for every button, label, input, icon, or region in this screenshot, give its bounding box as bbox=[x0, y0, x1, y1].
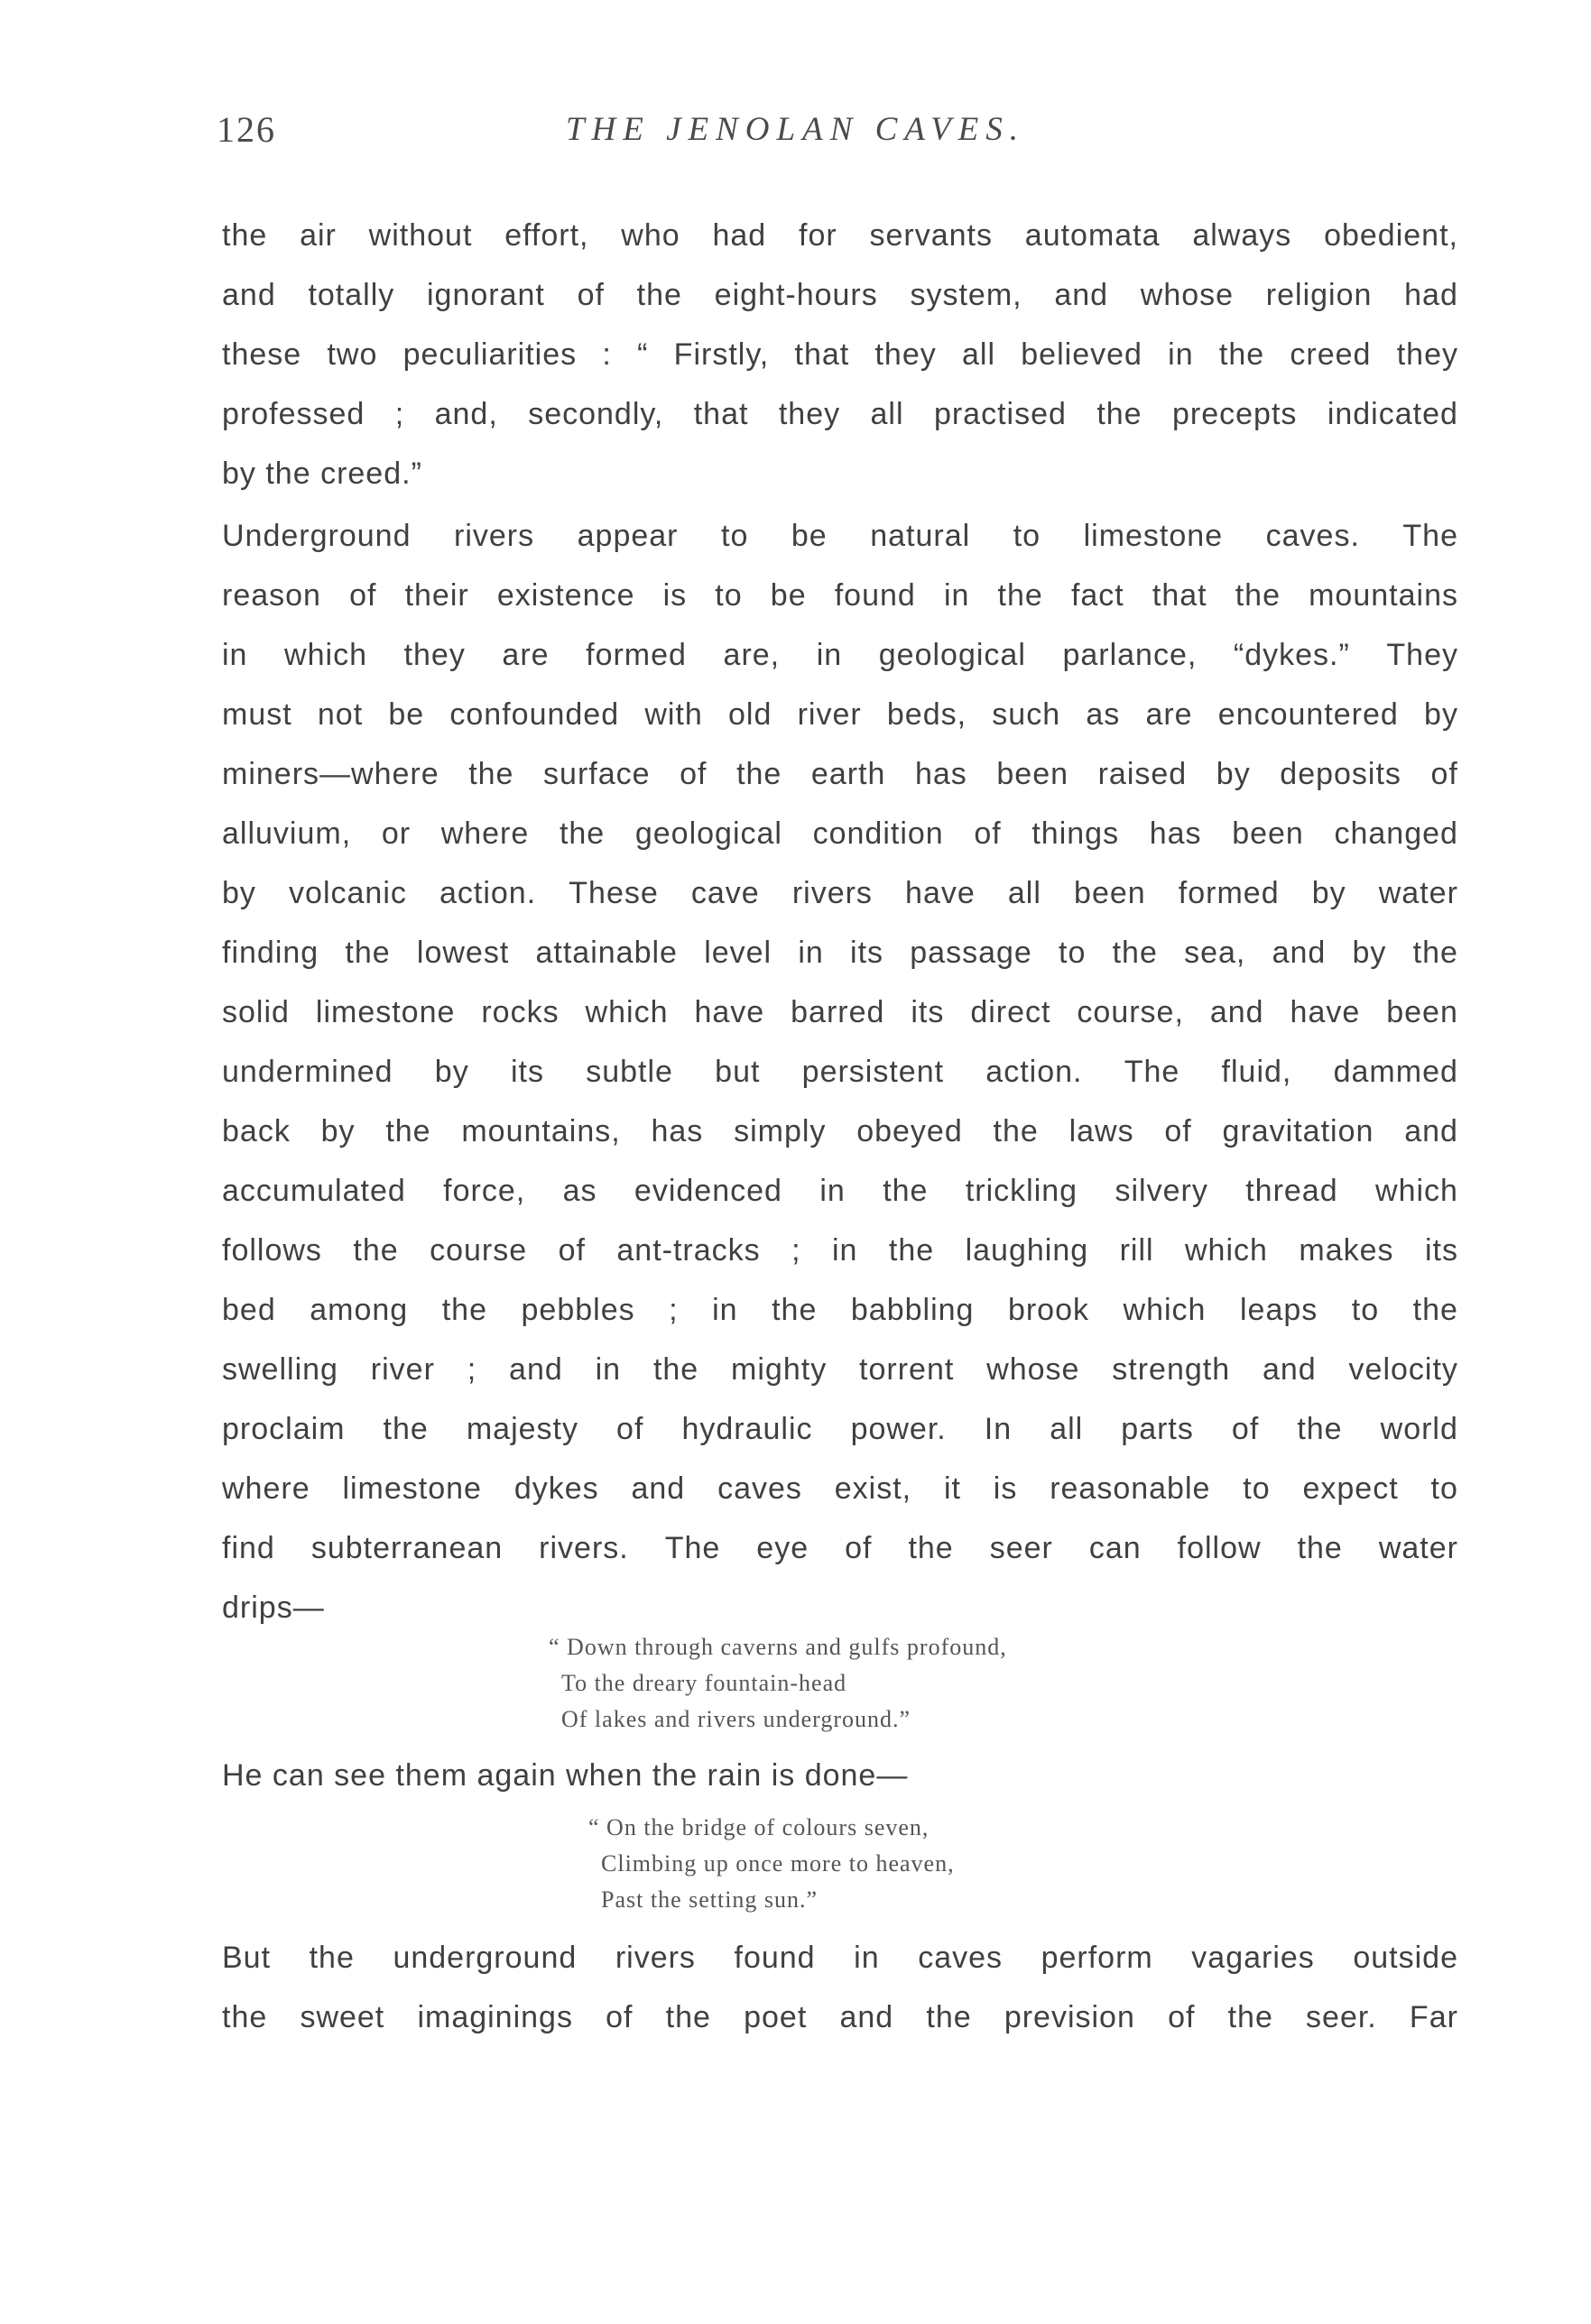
text-line: solid limestone rocks which have barred its direct course, and have been bbox=[222, 995, 1458, 1029]
text-line: and totally ignorant of the eight-hours system, and whose religion had bbox=[222, 278, 1458, 312]
text-line: must not be confounded with old river beds, such as are encountered by bbox=[222, 697, 1458, 732]
text-line: accumulated force, as evidenced in the trickling silvery thread which bbox=[222, 1174, 1458, 1208]
text-line: drips— bbox=[222, 1591, 325, 1625]
verse-quotation bbox=[549, 1629, 1007, 1738]
verse-line: “ On the bridge of colours seven, bbox=[588, 1814, 930, 1840]
paragraph-vagaries bbox=[222, 1928, 1458, 2047]
verse-line: Past the setting sun.” bbox=[601, 1886, 819, 1913]
paragraph-continued bbox=[222, 206, 1458, 503]
text-line: Underground rivers appear to be natural to limestone caves. The bbox=[222, 519, 1458, 553]
text-line: He can see them again when the rain is done— bbox=[222, 1758, 909, 1793]
text-line: reason of their existence is to be found in the fact that the mountains bbox=[222, 578, 1458, 613]
page-number: 126 bbox=[217, 109, 276, 150]
text-line: these two peculiarities : “ Firstly, that they all believed in the creed they bbox=[222, 337, 1458, 372]
text-line: follows the course of ant-tracks ; in the laughing rill which makes its bbox=[222, 1233, 1458, 1268]
text-line: by volcanic action. These cave rivers have all been formed by water bbox=[222, 876, 1458, 910]
verse-quotation bbox=[588, 1810, 955, 1918]
paragraph-lead-in bbox=[222, 1746, 1458, 1805]
text-line: miners—where the surface of the earth has been raised by deposits of bbox=[222, 757, 1458, 791]
text-line: undermined by its subtle but persistent action. The fluid, dammed bbox=[222, 1055, 1458, 1089]
text-line: proclaim the majesty of hydraulic power. In all parts of the world bbox=[222, 1412, 1458, 1446]
text-line: alluvium, or where the geological condition of things has been changed bbox=[222, 816, 1458, 851]
paragraph-underground-rivers bbox=[222, 506, 1458, 1637]
text-line: back by the mountains, has simply obeyed the laws of gravitation and bbox=[222, 1114, 1458, 1148]
text-line: the air without effort, who had for servants automata always obedient, bbox=[222, 218, 1458, 253]
text-line: find subterranean rivers. The eye of the seer can follow the water bbox=[222, 1531, 1458, 1565]
text-line: finding the lowest attainable level in its passage to the sea, and by the bbox=[222, 936, 1458, 970]
verse-line: Climbing up once more to heaven, bbox=[601, 1850, 955, 1877]
page-header bbox=[0, 108, 1591, 162]
text-line: in which they are formed are, in geological parlance, “dykes.” They bbox=[222, 638, 1458, 672]
text-line: bed among the pebbles ; in the babbling brook which leaps to the bbox=[222, 1293, 1458, 1327]
running-title: THE JENOLAN CAVES. bbox=[565, 111, 1026, 148]
text-line: where limestone dykes and caves exist, it is reasonable to expect to bbox=[222, 1471, 1458, 1506]
verse-line: “ Down through caverns and gulfs profound, bbox=[549, 1634, 1007, 1660]
text-line: But the underground rivers found in caves perform vagaries outside bbox=[222, 1941, 1458, 1975]
text-line: by the creed.” bbox=[222, 456, 422, 491]
text-line: swelling river ; and in the mighty torrent whose strength and velocity bbox=[222, 1352, 1458, 1387]
verse-line: To the dreary fountain-head bbox=[561, 1670, 847, 1696]
verse-line: Of lakes and rivers underground.” bbox=[561, 1706, 911, 1732]
text-line: professed ; and, secondly, that they all practised the precepts indicated bbox=[222, 397, 1458, 431]
text-line: the sweet imaginings of the poet and the prevision of the seer. Far bbox=[222, 2000, 1458, 2034]
